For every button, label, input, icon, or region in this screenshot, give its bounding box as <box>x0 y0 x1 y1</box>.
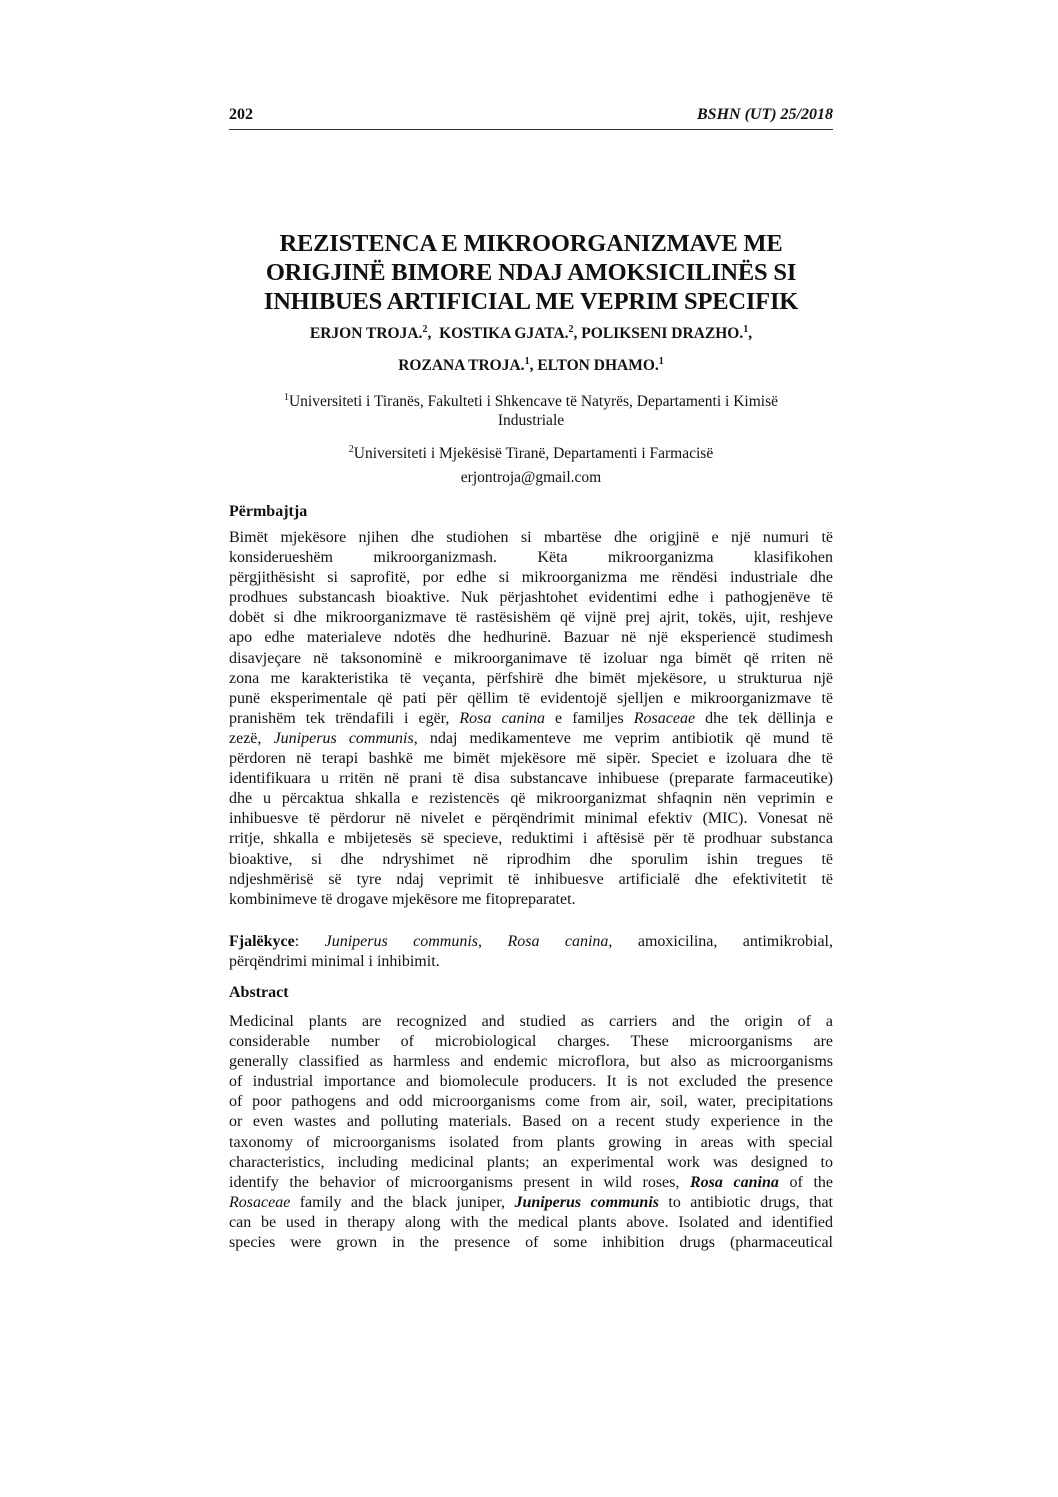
family-name: Rosaceae <box>229 1193 291 1211</box>
keyword: Juniperus communis <box>324 933 479 950</box>
text-line: or even wastes and polluting materials. Based on a recent study experience in the <box>229 1113 833 1131</box>
author-name: POLIKSENI DRAZHO. <box>581 325 744 343</box>
author-name: ELTON DHAMO. <box>537 357 659 375</box>
text-line: disavjeçare në taksonominë e mikroorganimave të izoluar nga bimët që rriten në <box>229 649 833 667</box>
text-line: punë eksperimentale që pati për qëllim të evidentojë sjelljen e mikroorganizmave të <box>229 689 833 707</box>
family-name: Rosaceae <box>633 709 696 727</box>
author-line <box>229 324 833 343</box>
affiliation-text: Universiteti i Mjekësisë Tiranë, Departamenti i Farmacisë <box>353 445 714 463</box>
species-name: Rosa canina <box>690 1173 779 1191</box>
text-run: of the <box>778 1173 833 1191</box>
keywords-line: përqëndrimi minimal i inhibimit. <box>229 953 440 971</box>
text-line: zona me karakteristika të veçanta, përfshirë dhe bimët mjekësore, u strukturua një <box>229 669 833 687</box>
title-line: INHIBUES ARTIFICIAL ME VEPRIM SPECIFIK <box>263 288 799 315</box>
author-separator: , <box>573 325 582 343</box>
text-line: dhe u përcaktua shkalla e rezistencës që mikroorganizmat shfaqnin nën veprimin e <box>229 790 833 808</box>
text-line <box>229 1173 833 1193</box>
abstract-heading: Abstract <box>229 984 289 1001</box>
species-name: Rosa canina <box>459 709 545 727</box>
author-separator: , <box>748 325 753 343</box>
text-line: Bimët mjekësore njihen dhe studiohen si mbartëse dhe origjinë e një numuri të <box>229 529 833 546</box>
affiliation-marker: 1 <box>743 324 749 335</box>
affiliation-text: Industriale <box>497 412 565 430</box>
affiliation-marker: 2 <box>568 324 574 335</box>
permbajtja-body <box>229 528 833 910</box>
species-name: Juniperus communis <box>514 1193 659 1211</box>
keywords <box>229 932 833 972</box>
text-run: zezë, <box>229 729 274 747</box>
author-separator: , <box>529 357 538 375</box>
text-line: bioaktive, si dhe ndryshimet në riprodhim dhe sporulim ishin tregues të <box>229 850 833 868</box>
permbajtja-heading: Përmbajtja <box>229 503 308 520</box>
text-line: generally classified as harmless and endemic microflora, but also as microorganisms <box>229 1053 833 1071</box>
text-line <box>229 1193 833 1213</box>
text-line: përdoren në terapi bashkë me bimët mjekësore më sipër. Speciet e izoluara dhe të <box>229 750 833 768</box>
text-line: Medicinal plants are recognized and studied as carriers and the origin of a <box>229 1013 833 1030</box>
text-line: of poor pathogens and odd microorganisms come from air, soil, water, precipitations <box>229 1093 833 1111</box>
text-run: family and the black juniper, <box>290 1193 515 1211</box>
text-run: , amoxicilina, antimikrobial, <box>608 933 833 950</box>
affiliation-2 <box>229 440 833 463</box>
text-line: inhibuesve të përdorur në nivelet e përqëndrimit minimal efektiv (MIC). Vonesat në <box>229 810 833 828</box>
page-number: 202 <box>229 106 253 123</box>
header-rule <box>229 129 833 130</box>
keyword: Rosa canina <box>507 933 609 950</box>
text-line <box>229 729 833 749</box>
affiliation-number: 2 <box>348 444 354 455</box>
text-line: rritje, shkalla e mbijetesës së specieve, reduktimi i aftësisë për të prodhuar substanca <box>229 830 833 848</box>
affiliation-1 <box>229 388 833 430</box>
author-line <box>229 356 833 375</box>
text-line: dobët si dhe mikroorganizmave të rastësishëm që vijnë prej ajrit, tokës, ujit, reshjeve <box>229 609 833 627</box>
author-name: KOSTIKA GJATA. <box>439 325 569 343</box>
text-run: identify the behavior of microorganisms present in wild roses, <box>229 1173 690 1191</box>
affiliation-number: 1 <box>283 392 289 403</box>
text-line: përgjithësisht si saprofitë, por edhe si mikroorganizma me rëndësi industriale dhe <box>229 569 833 587</box>
paper-title <box>229 229 833 316</box>
text-run: , <box>478 933 508 950</box>
title-line: ORIGJINË BIMORE NDAJ AMOKSICILINËS SI <box>265 259 797 286</box>
title-line: REZISTENCA E MIKROORGANIZMAVE ME <box>279 230 783 257</box>
author-separator: , <box>427 325 440 343</box>
text-line: identifikuara u rritën në prani të disa substancave inhibuese (preparate farmaceutike) <box>229 770 833 788</box>
text-run: pranishëm tek trëndafili i egër, <box>229 709 460 727</box>
text-line: species were grown in the presence of some inhibition drugs (pharmaceutical <box>229 1234 833 1252</box>
keywords-label: Fjalëkyce <box>229 933 295 950</box>
text-line: characteristics, including medicinal plants; an experimental work was designed to <box>229 1153 833 1171</box>
text-run: to antibiotic drugs, that <box>659 1193 834 1211</box>
text-line: considerable number of microbiological charges. These microorganisms are <box>229 1033 833 1051</box>
text-line: konsiderueshëm mikroorganizmash. Këta mikroorganizma klasifikohen <box>229 549 833 567</box>
text-line: apo edhe materialeve ndotës dhe hedhurinë. Bazuar në një eksperiencë studimesh <box>229 629 833 647</box>
affiliation-marker: 1 <box>524 356 530 367</box>
species-name: Juniperus communis <box>273 729 414 747</box>
text-run: , ndaj medikamenteve me veprim antibiotik që mund të <box>413 729 834 747</box>
text-line: kombinimeve të drogave mjekësore me fitopreparatet. <box>229 890 576 908</box>
text-line <box>229 709 833 729</box>
text-line: of industrial importance and biomolecule producers. It is not excluded the presence <box>229 1073 833 1091</box>
text-run: dhe tek dëllinja e <box>695 709 834 727</box>
author-name: ROZANA TROJA. <box>398 357 525 375</box>
abstract-body <box>229 1012 833 1253</box>
journal-reference: BSHN (UT) 25/2018 <box>697 106 833 123</box>
keywords-line <box>229 932 833 952</box>
text-line: ndjeshmërisë së tyre ndaj veprimit të inhibuesve artificialë dhe efektivitetit të <box>229 870 833 888</box>
contact-email: erjontroja@gmail.com <box>460 469 602 486</box>
affiliation-text: Universiteti i Tiranës, Fakulteti i Shkencave të Natyrës, Departamenti i Kimisë <box>288 393 778 411</box>
affiliation-marker: 2 <box>422 324 428 335</box>
text-line: taxonomy of microorganisms isolated from plants growing in areas with special <box>229 1133 833 1151</box>
author-name: ERJON TROJA. <box>309 325 423 343</box>
affiliation-marker: 1 <box>658 356 664 367</box>
running-header <box>229 106 833 128</box>
text-run: e familjes <box>545 709 634 727</box>
text-line: can be used in therapy along with the medical plants above. Isolated and identified <box>229 1213 833 1231</box>
text-run: : <box>294 933 325 950</box>
text-line: prodhues substancash bioaktive. Nuk përjashtohet evidentimi edhe i pathogjenëve të <box>229 589 833 607</box>
